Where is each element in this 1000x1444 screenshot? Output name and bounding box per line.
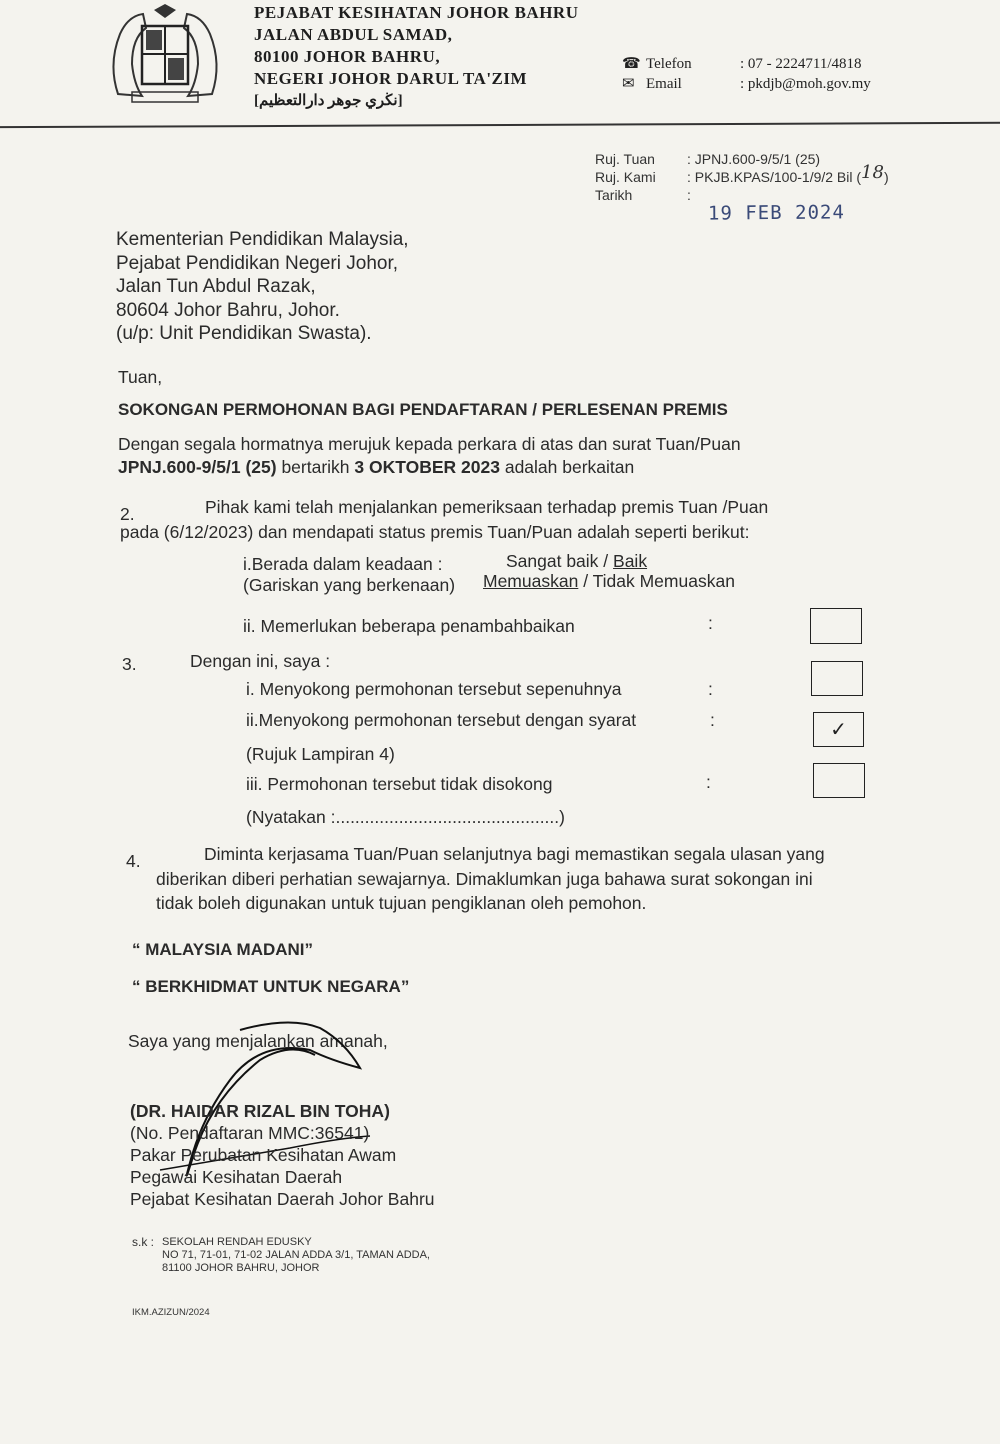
date-stamp: 19 FEB 2024 (707, 201, 845, 225)
signatory-title-1: Pakar Perubatan Kesihatan Awam (130, 1145, 397, 1165)
header-rule (0, 122, 1000, 128)
check-mark-icon: ✓ (830, 719, 847, 741)
ruj-kami-value: : PKJB.KPAS/100-1/9/2 Bil ( (687, 169, 862, 185)
para3-intro: Dengan ini, saya : (190, 651, 331, 671)
para3-option-2: ii.Menyokong permohonan tersebut dengan syarat (246, 710, 637, 730)
cc-line-2: NO 71, 71-01, 71-02 JALAN ADDA 3/1, TAMAN ADDA, (162, 1249, 430, 1261)
ruj-kami-label: Ruj. Kami (595, 169, 656, 185)
para4-line3: tidak boleh digunakan untuk tujuan pengiklanan oleh pemohon. (156, 893, 647, 913)
email-label: Email (646, 76, 682, 92)
para4-line1: Diminta kerjasama Tuan/Puan selanjutnya bagi memastikan segala ulasan yang (204, 844, 825, 864)
office-postcode: 80100 JOHOR BAHRU, (254, 47, 441, 66)
para4-num: 4. (126, 851, 141, 871)
tarikh-label: Tarikh (595, 187, 633, 203)
para3-option-3-note: (Nyatakan :..............................................) (246, 807, 565, 827)
para1-date: 3 OKTOBER 2023 (354, 457, 500, 477)
para2-item-i-label: i.Berada dalam keadaan : (243, 554, 443, 574)
para2-option-baik: Baik (613, 551, 648, 571)
phone-label: Telefon (646, 56, 692, 72)
slogan-berkhidmat: “ BERKHIDMAT UNTUK NEGARA” (132, 977, 410, 996)
para1-ref: JPNJ.600-9/5/1 (25) (118, 457, 277, 477)
para2-option-sangat-baik: Sangat baik / (506, 551, 614, 571)
footer-code: IKM.AZIZUN/2024 (132, 1307, 210, 1318)
slogan-malaysia-madani: “ MALAYSIA MADANI” (132, 940, 314, 959)
recipient-line-2: Pejabat Pendidikan Negeri Johor, (116, 252, 399, 274)
recipient-line-1: Kementerian Pendidikan Malaysia, (116, 229, 409, 250)
para3-num: 3. (122, 654, 137, 674)
signatory-reg: (No. Pendaftaran MMC:36541) (130, 1123, 370, 1143)
crest-logo (98, 4, 232, 108)
checkbox-tidak-disokong (813, 763, 865, 798)
office-street: JALAN ABDUL SAMAD, (254, 25, 453, 44)
signatory-title-3: Pejabat Kesihatan Daerah Johor Bahru (130, 1189, 435, 1209)
subject: SOKONGAN PERMOHONAN BAGI PENDAFTARAN / PERLESENAN PREMIS (118, 400, 728, 419)
phone-value: : 07 - 2224711/4818 (740, 56, 862, 72)
para3-option-3: iii. Permohonan tersebut tidak disokong (246, 774, 553, 794)
office-state: NEGERI JOHOR DARUL TA'ZIM (254, 69, 528, 88)
ruj-tuan-label: Ruj. Tuan (595, 151, 655, 167)
para3-option-2-colon: : (710, 710, 715, 730)
signatory-name: (DR. HAIDAR RIZAL BIN TOHA) (130, 1101, 390, 1121)
checkbox-sokong-dengan-syarat (813, 712, 864, 747)
para1-mid: bertarikh (276, 457, 355, 477)
email-icon: ✉ (622, 76, 635, 92)
ruj-kami-handwritten-number: 18 (861, 162, 884, 183)
para3-option-1-colon: : (708, 679, 713, 699)
ruj-tuan-value: : JPNJ.600-9/5/1 (25) (687, 151, 821, 167)
closing: Saya yang menjalankan amanah, (128, 1031, 388, 1051)
para2-item-i-note: (Gariskan yang berkenaan) (243, 575, 456, 595)
cc-line-1: SEKOLAH RENDAH EDUSKY (162, 1236, 312, 1248)
signatory-title-2: Pegawai Kesihatan Daerah (130, 1167, 343, 1187)
para2-item-ii: ii. Memerlukan beberapa penambahbaikan (243, 616, 575, 636)
para2-num: 2. (120, 504, 135, 524)
para1-end: adalah berkaitan (499, 457, 635, 477)
checkbox-penambahbaikan (810, 608, 862, 644)
para3-option-2-note: (Rujuk Lampiran 4) (246, 744, 395, 764)
recipient-line-3: Jalan Tun Abdul Razak, (116, 276, 316, 297)
para1-line1: Dengan segala hormatnya merujuk kepada perkara di atas dan surat Tuan/Puan (118, 434, 741, 454)
ruj-kami-close: ) (883, 169, 889, 185)
para2-item-ii-colon: : (708, 613, 713, 633)
salutation: Tuan, (118, 367, 163, 387)
office-name: PEJABAT KESIHATAN JOHOR BAHRU (254, 3, 579, 22)
para2-option-tidak-memuaskan: / Tidak Memuaskan (578, 571, 735, 591)
recipient-line-4: 80604 Johor Bahru, Johor. (116, 299, 340, 321)
para2-option-memuaskan: Memuaskan (483, 571, 579, 591)
recipient-line-5: (u/p: Unit Pendidikan Swasta). (116, 323, 372, 344)
para4-line2: diberikan diberi perhatian sewajarnya. Dimaklumkan juga bahawa surat sokongan ini (156, 869, 813, 889)
cc-line-3: 81100 JOHOR BAHRU, JOHOR (162, 1262, 320, 1274)
para2-line1: Pihak kami telah menjalankan pemeriksaan terhadap premis Tuan /Puan (205, 497, 769, 517)
email-value: : pkdjb@moh.gov.my (740, 76, 871, 92)
para3-option-3-colon: : (706, 772, 711, 792)
tarikh-value: : (687, 187, 691, 203)
checkbox-sokong-sepenuhnya (811, 661, 863, 696)
office-jawi: [نڬري جوهر دارالتعظيم] (254, 93, 403, 109)
para3-option-1: i. Menyokong permohonan tersebut sepenuhnya (246, 679, 622, 699)
phone-icon: ☎ (622, 56, 641, 72)
cc-label: s.k : (132, 1235, 155, 1249)
para2-line2: pada (6/12/2023) dan mendapati status premis Tuan/Puan adalah seperti berikut: (120, 522, 750, 542)
